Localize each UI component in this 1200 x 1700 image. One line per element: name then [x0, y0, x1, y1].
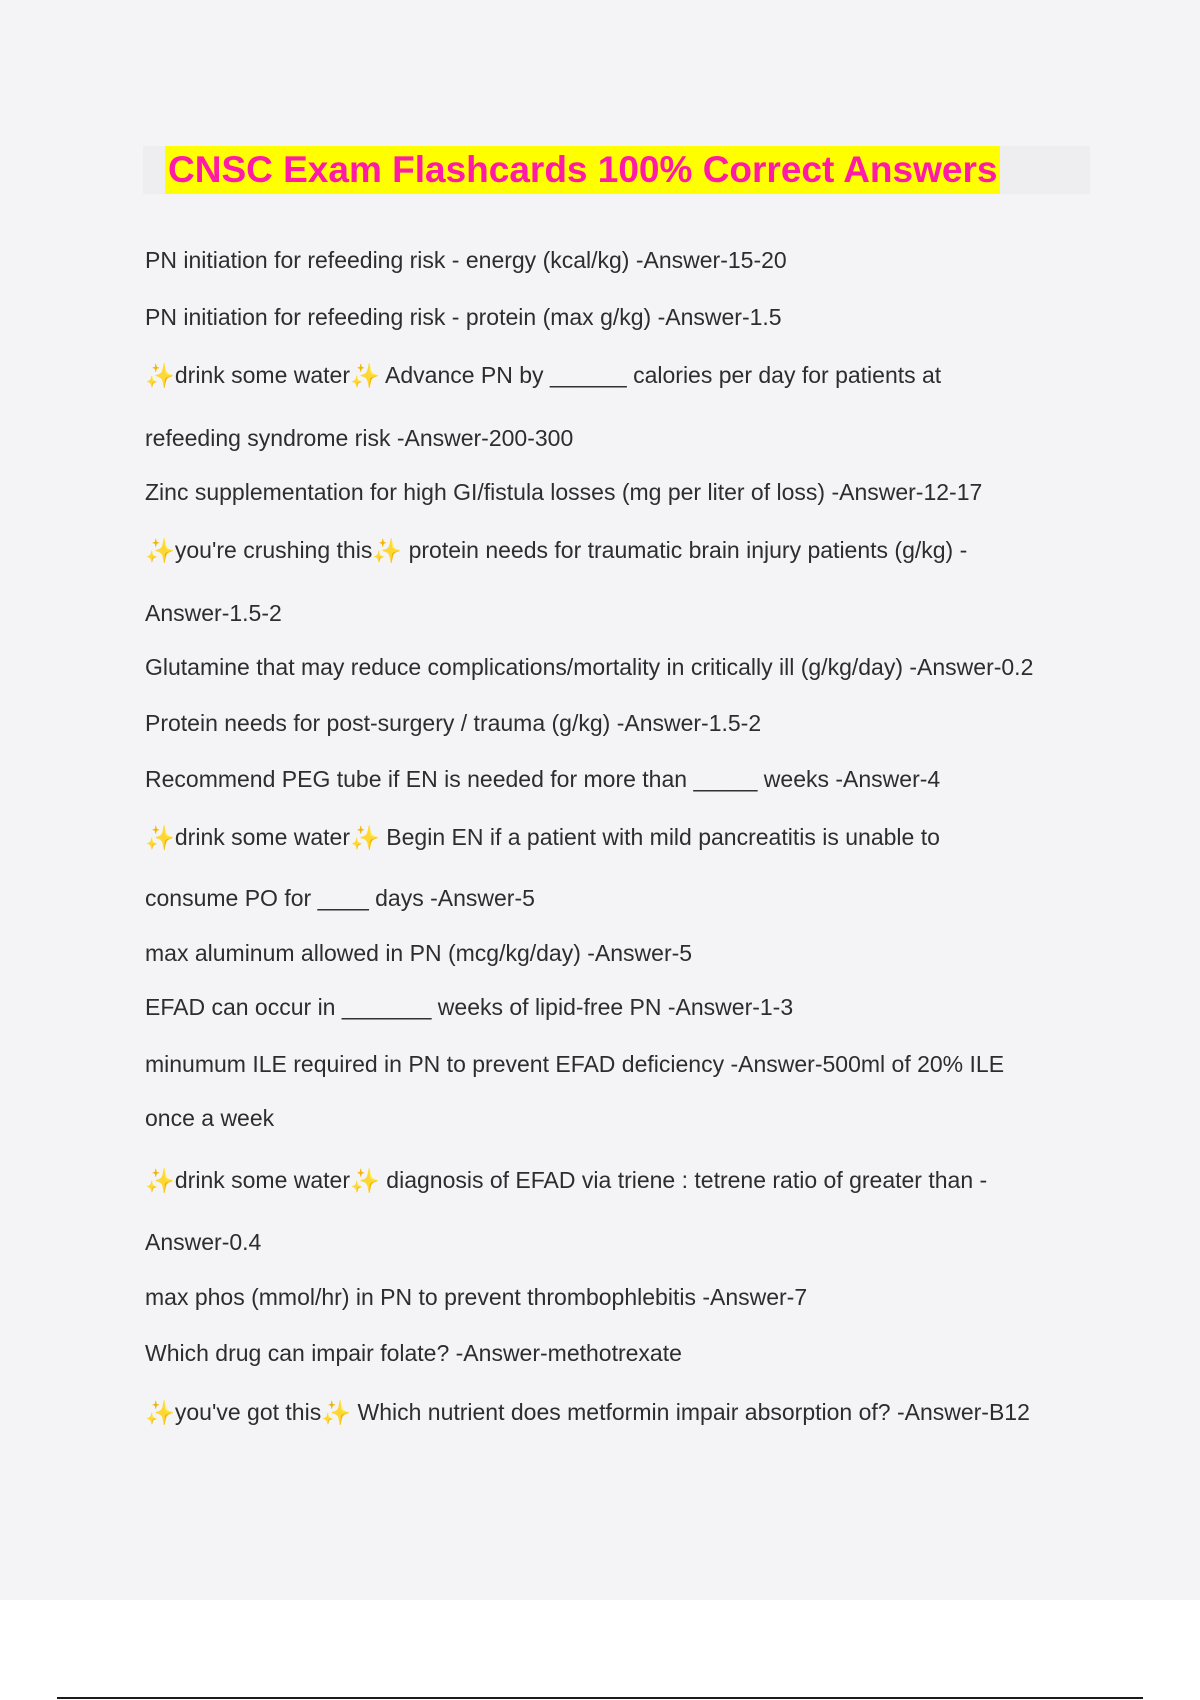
flashcard-line: [145, 1226, 261, 1258]
sparkle-icon: ✨: [350, 363, 380, 390]
flashcard-text: once a week: [145, 1105, 275, 1131]
flashcard-line: [145, 301, 782, 333]
flashcard-text: Which nutrient does metformin impair absorption of? -Answer-B12: [357, 1399, 1030, 1425]
encouragement-text: you're crushing this: [174, 537, 373, 563]
flashcard-text: Answer-0.4: [145, 1229, 262, 1255]
flashcard-line: [145, 476, 982, 508]
flashcard-text: Answer-1.5-2: [145, 600, 282, 626]
flashcard-line: [145, 1396, 1030, 1430]
flashcard-text: PN initiation for refeeding risk - protein (max g/kg) -Answer-1.5: [145, 304, 782, 330]
sparkle-icon: ✨: [145, 1400, 175, 1427]
flashcard-line: [145, 1164, 987, 1198]
flashcard-text: consume PO for ____ days -Answer-5: [145, 885, 535, 911]
flashcard-text: protein needs for traumatic brain injury patients (g/kg) -: [408, 537, 968, 563]
flashcard-line: [145, 763, 940, 795]
flashcard-line: [145, 1337, 682, 1369]
flashcard-text: Zinc supplementation for high GI/fistula losses (mg per liter of loss) -Answer-12-17: [145, 479, 983, 505]
flashcard-line: [145, 359, 941, 393]
flashcard-line: [145, 821, 940, 855]
sparkle-icon: ✨: [372, 538, 403, 565]
sparkle-icon: ✨: [350, 825, 380, 852]
flashcard-line: [145, 1048, 1004, 1080]
flashcard-line: [145, 1102, 274, 1134]
flashcard-line: [145, 991, 793, 1023]
flashcard-text: diagnosis of EFAD via triene : tetrene ratio of greater than -: [386, 1167, 988, 1193]
flashcard-text: refeeding syndrome risk -Answer-200-300: [145, 425, 574, 451]
sparkle-icon: ✨: [350, 1168, 380, 1195]
flashcard-text: max aluminum allowed in PN (mcg/kg/day) -Answer-5: [145, 940, 693, 966]
flashcard-text: Glutamine that may reduce complications/mortality in critically ill (g/kg/day) -Answer-0.2: [145, 654, 1034, 680]
encouragement-text: drink some water: [174, 1167, 351, 1193]
flashcard-line: [145, 651, 1033, 683]
flashcard-text: max phos (mmol/hr) in PN to prevent thrombophlebitis -Answer-7: [145, 1284, 808, 1310]
encouragement-text: drink some water: [174, 824, 351, 850]
flashcard-text: Begin EN if a patient with mild pancreatitis is unable to: [386, 824, 940, 850]
sparkle-icon: ✨: [145, 363, 175, 390]
flashcard-line: [145, 707, 761, 739]
flashcard-text: PN initiation for refeeding risk - energy (kcal/kg) -Answer-15-20: [145, 247, 787, 273]
flashcard-line: [145, 422, 573, 454]
flashcard-text: Which drug can impair folate? -Answer-methotrexate: [145, 1340, 682, 1366]
footer-divider: [57, 1697, 1143, 1699]
flashcard-line: [145, 597, 282, 629]
document-title: CNSC Exam Flashcards 100% Correct Answers: [165, 146, 1000, 194]
sparkle-icon: ✨: [145, 825, 175, 852]
flashcard-text: Protein needs for post-surgery / trauma (g/kg) -Answer-1.5-2: [145, 710, 762, 736]
flashcard-line: [145, 534, 967, 568]
sparkle-icon: ✨: [145, 538, 175, 565]
flashcard-text: minumum ILE required in PN to prevent EFAD deficiency -Answer-500ml of 20% ILE: [145, 1051, 1005, 1077]
flashcard-line: [145, 882, 535, 914]
flashcard-text: EFAD can occur in _______ weeks of lipid-free PN -Answer-1-3: [145, 994, 794, 1020]
encouragement-text: drink some water: [174, 362, 351, 388]
flashcard-text: Advance PN by ______ calories per day for patients at: [385, 362, 942, 388]
encouragement-text: you've got this: [174, 1399, 322, 1425]
flashcard-text: Recommend PEG tube if EN is needed for more than _____ weeks -Answer-4: [145, 766, 941, 792]
flashcard-line: [145, 937, 692, 969]
sparkle-icon: ✨: [321, 1400, 352, 1427]
flashcard-line: [145, 244, 787, 276]
flashcard-line: [145, 1281, 807, 1313]
sparkle-icon: ✨: [145, 1168, 175, 1195]
